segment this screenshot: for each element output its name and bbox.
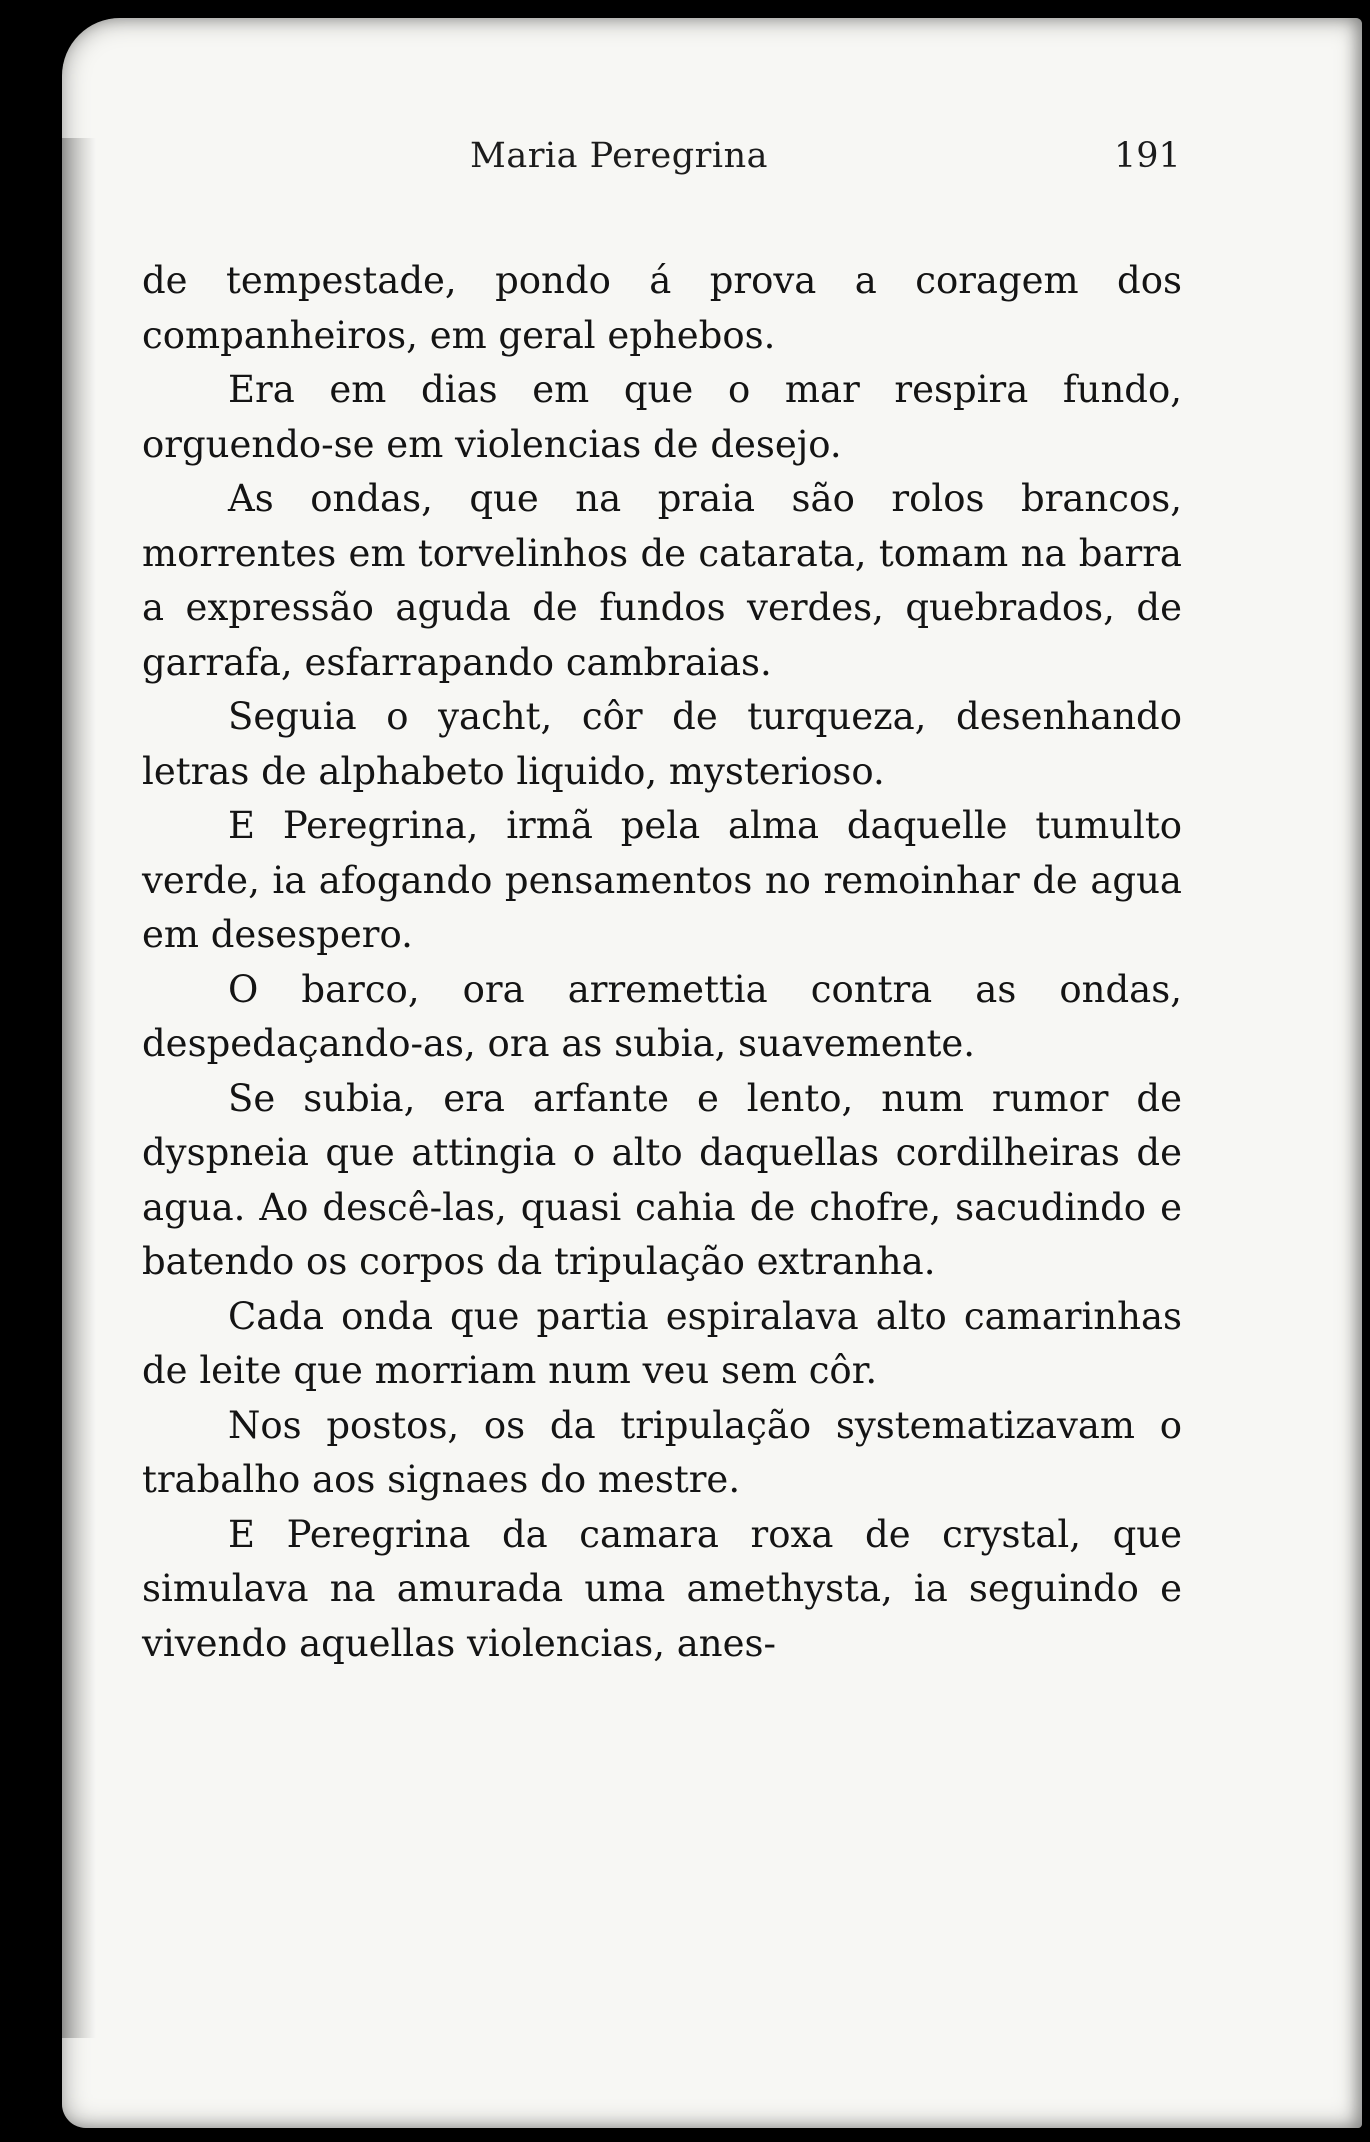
paragraph: O barco, ora arremettia contra as ondas, despedaçando-as, ora as subia, suavemente. <box>142 967 1182 1065</box>
paragraph: Nos postos, os da tripulação systematizavam o trabalho aos signaes do mestre. <box>142 1403 1182 1501</box>
paragraph: Se subia, era arfante e lento, num rumor de dyspneia que attingia o alto daquellas cordilheiras de agua. Ao descê-las, quasi cahia de chofre, sacudindo e batendo os corpos da tripulação extranha. <box>142 1076 1182 1283</box>
paragraph: E Peregrina da camara roxa de crystal, que simulava na amurada uma amethysta, ia seguindo e vivendo aquellas violencias, anes- <box>142 1512 1182 1665</box>
body-text <box>142 254 1182 1671</box>
paragraph: As ondas, que na praia são rolos brancos, morrentes em torvelinhos de catarata, tomam na barra a expressão aguda de fundos verdes, quebrados, de garrafa, esfarrapando cambraias. <box>142 477 1182 684</box>
page-header <box>62 136 1362 196</box>
paragraph: E Peregrina, irmã pela alma daquelle tumulto verde, ia afogando pensamentos no remoinhar de agua em desespero. <box>142 804 1182 956</box>
paragraph: Era em dias em que o mar respira fundo, orguendo-se em violencias de desejo. <box>142 368 1182 466</box>
paragraph: Seguia o yacht, côr de turqueza, desenhando letras de alphabeto liquido, mysterioso. <box>142 695 1182 793</box>
paragraph: de tempestade, pondo á prova a coragem dos companheiros, em geral ephebos. <box>142 259 1182 357</box>
page-number: 191 <box>1114 136 1181 176</box>
running-title: Maria Peregrina <box>470 136 768 176</box>
book-page <box>62 18 1362 2128</box>
paragraph: Cada onda que partia espiralava alto camarinhas de leite que morriam num veu sem côr. <box>142 1294 1182 1392</box>
